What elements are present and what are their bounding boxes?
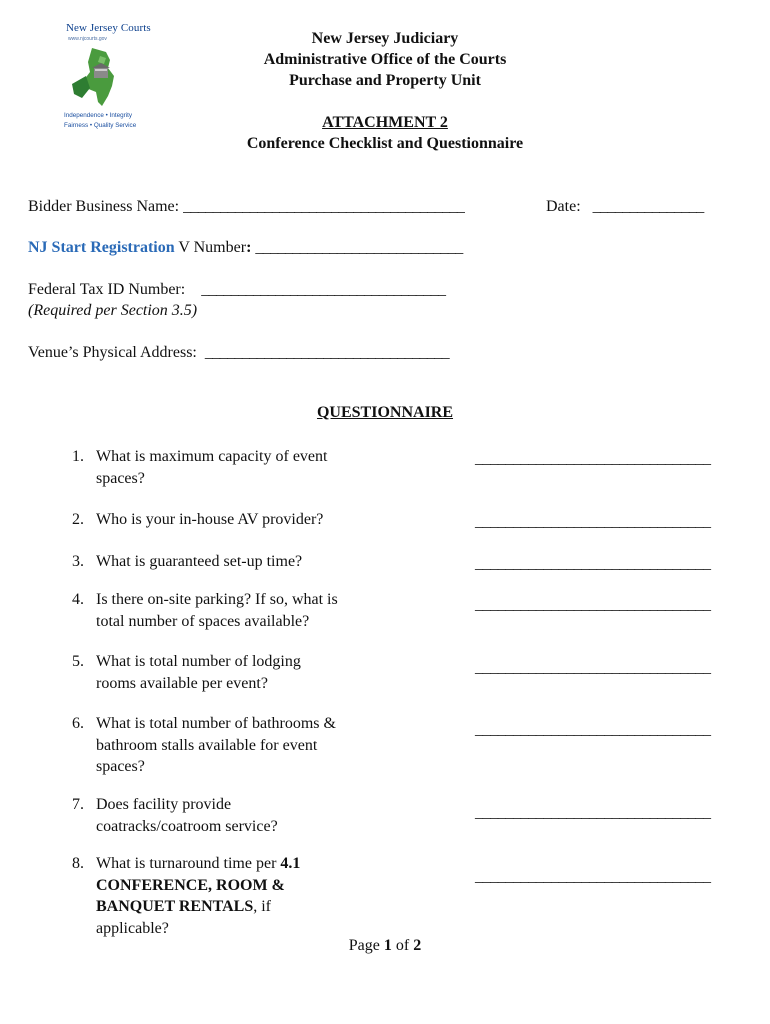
- answer-field-2[interactable]: _______________________________: [475, 513, 711, 530]
- date-label: Date:: [546, 198, 581, 215]
- vnumber-colon: :: [246, 239, 252, 256]
- question-text-post: , if applicable?: [96, 898, 272, 937]
- answer-field-1[interactable]: _______________________________: [475, 450, 711, 467]
- attachment-subtitle: Conference Checklist and Questionnaire: [246, 135, 524, 152]
- bidder-name-field[interactable]: ______________________________________: [183, 198, 465, 215]
- venue-address-row: [28, 342, 449, 363]
- tax-id-field[interactable]: _________________________________: [201, 281, 446, 298]
- answer-field-6[interactable]: _______________________________: [475, 721, 711, 738]
- question-text: What is total number of bathrooms & bathroom stalls available for event spaces?: [96, 715, 336, 775]
- question-number: 1.: [72, 448, 84, 465]
- logo-motto-line1: Independence • Integrity: [64, 112, 133, 119]
- question-text-pre: What is turnaround time per: [96, 855, 281, 872]
- logo-motto-line2: Fairness • Quality Service: [64, 122, 137, 129]
- venue-address-field[interactable]: _________________________________: [204, 344, 450, 361]
- answer-field-3[interactable]: _______________________________: [475, 555, 711, 572]
- question-text: What is maximum capacity of event spaces?: [96, 448, 328, 487]
- header-line-unit: Purchase and Property Unit: [289, 72, 481, 89]
- venue-address-label: Venue’s Physical Address:: [28, 344, 197, 361]
- question-number: 8.: [72, 855, 84, 872]
- question-text: What is total number of lodging rooms available per event?: [96, 653, 301, 692]
- date-field[interactable]: _______________: [592, 198, 704, 215]
- answer-field-5[interactable]: _______________________________: [475, 659, 711, 676]
- tax-id-note: (Required per Section 3.5): [28, 302, 198, 319]
- answer-field-7[interactable]: _______________________________: [475, 804, 711, 821]
- logo-title: New Jersey Courts: [66, 22, 151, 34]
- question-number: 7.: [72, 796, 84, 813]
- question-number: 3.: [72, 553, 84, 570]
- nj-start-row: [28, 237, 463, 258]
- vnumber-field[interactable]: ____________________________: [255, 239, 463, 256]
- of-word: of: [395, 937, 410, 954]
- answer-field-4[interactable]: _______________________________: [475, 596, 711, 613]
- date-row: [546, 196, 704, 217]
- bidder-name-label: Bidder Business Name:: [28, 198, 180, 215]
- header-line-office: Administrative Office of the Courts: [263, 51, 507, 68]
- page-total: 2: [413, 937, 422, 954]
- document-header: [0, 28, 770, 91]
- question-number: 2.: [72, 511, 84, 528]
- header-line-judiciary: New Jersey Judiciary: [311, 30, 459, 47]
- question-text: Who is your in-house AV provider?: [96, 511, 324, 528]
- page-current: 1: [383, 937, 392, 954]
- attachment-heading: [0, 112, 770, 154]
- page-number: [0, 937, 770, 955]
- logo-subtitle: www.njcourts.gov: [68, 36, 107, 42]
- question-number: 6.: [72, 715, 84, 732]
- question-text: Does facility provide coatracks/coatroom service?: [96, 796, 278, 835]
- page-word: Page: [348, 937, 380, 954]
- question-number: 5.: [72, 653, 84, 670]
- nj-start-registration-link[interactable]: NJ Start Registration: [28, 239, 175, 256]
- question-text-section-ref: 4.1 CONFERENCE, ROOM & BANQUET RENTALS: [96, 855, 301, 915]
- answer-field-8[interactable]: _______________________________: [475, 868, 711, 885]
- tax-id-row: [28, 279, 445, 300]
- bidder-name-row: [28, 196, 464, 217]
- question-text: [96, 853, 346, 939]
- questionnaire-title: QUESTIONNAIRE: [316, 404, 454, 421]
- attachment-title: ATTACHMENT 2: [322, 114, 448, 131]
- question-text: What is guaranteed set-up time?: [96, 553, 303, 570]
- tax-id-label: Federal Tax ID Number:: [28, 281, 186, 298]
- question-number: 4.: [72, 591, 84, 608]
- vnumber-label: V Number: [178, 239, 247, 256]
- question-text: Is there on-site parking? If so, what is total number of spaces available?: [96, 591, 338, 630]
